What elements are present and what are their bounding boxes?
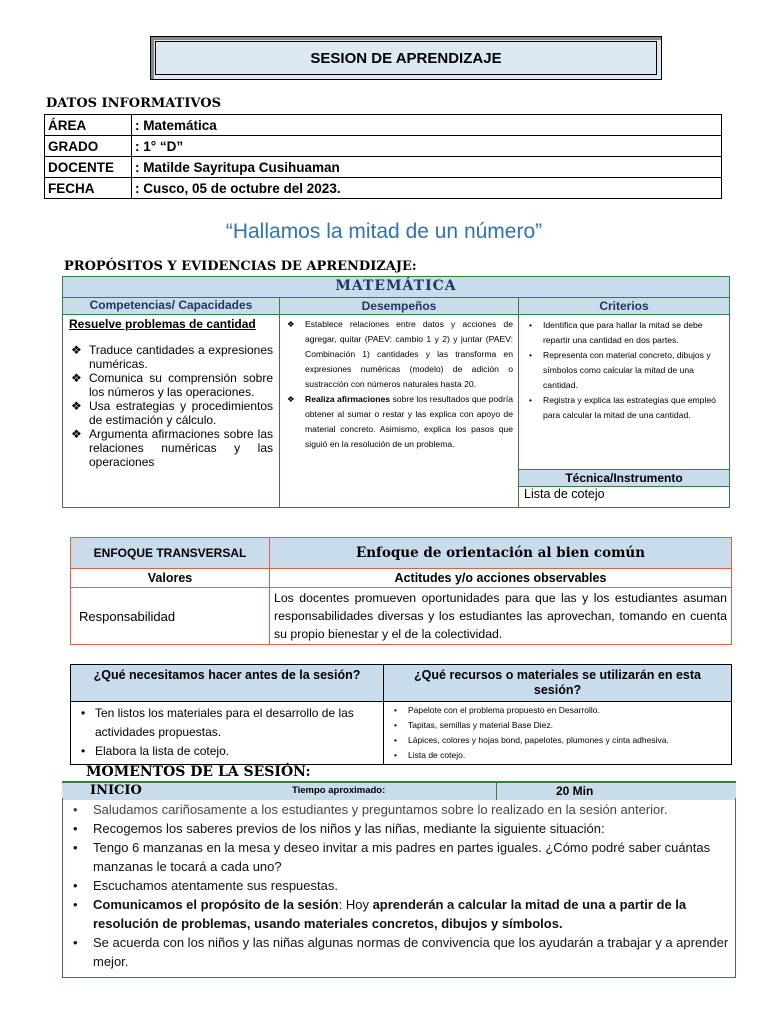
competencias-cell <box>63 315 280 508</box>
proposito-b: : Hoy <box>338 897 373 912</box>
actitudes-label: Actitudes y/o acciones observables <box>270 569 732 588</box>
datos-value: : Matilde Sayritupa Cusihuaman <box>132 157 722 178</box>
inicio-item: • Tengo 6 manzanas en la mesa y deseo invitar a mis padres en partes iguales. ¿Cómo podré saber cuántas manzanas le tocará a cada uno? <box>93 838 735 876</box>
capacidad-item: ❖ Comunica su comprensión sobre los números y las operaciones. <box>89 371 273 399</box>
competencia-title: Resuelve problemas de cantidad <box>69 317 256 331</box>
capacidad-item: ❖ Usa estrategias y procedimientos de estimación y cálculo. <box>89 399 273 427</box>
desempenos-cell <box>280 315 519 508</box>
datos-heading: DATOS INFORMATIVOS <box>46 96 221 111</box>
datos-key: ÁREA <box>45 115 132 136</box>
valores-label: Valores <box>71 569 270 588</box>
datos-key: FECHA <box>45 178 132 199</box>
tiempo-label: Tiempo aproximado: <box>292 785 386 796</box>
recurso-item: • Lista de cotejo. <box>408 748 725 763</box>
capacidad-item: ❖ Traduce cantidades a expresiones numéricas. <box>89 343 273 371</box>
capacidad-item: ❖ Argumenta afirmaciones sobre las relaciones numéricas y las operaciones <box>89 427 273 469</box>
criterio-item: • Identifica que para hallar la mitad se debe repartir una cantidad en dos partes. <box>543 318 723 348</box>
inicio-item: • Recogemos los saberes previos de los niños y las niñas, mediante la siguiente situación: <box>93 819 735 838</box>
inicio-item: • Saludamos cariñosamente a los estudiantes y preguntamos sobre lo realizado en la sesión anterior. <box>93 800 735 819</box>
proposito-c: aprenderán a calcular la mitad de una a partir de la resolución de problemas, usando materiales concretos, dibujos y símbolos. <box>93 897 687 931</box>
q-recursos: ¿Qué recursos o materiales se utilizarán en esta sesión? <box>384 665 732 702</box>
tiempo-value: 20 Min <box>556 784 594 798</box>
criterios-cell <box>519 315 730 470</box>
enfoque-name: Enfoque de orientación al bien común <box>270 538 732 569</box>
datos-row <box>45 115 722 136</box>
antes-cell <box>71 702 384 765</box>
recurso-item: • Papelote con el problema propuesto en Desarrollo. <box>408 703 725 718</box>
session-title: “Hallamos la mitad de un número” <box>225 220 543 243</box>
datos-table <box>44 114 722 199</box>
datos-key: DOCENTE <box>45 157 132 178</box>
datos-row <box>45 136 722 157</box>
area-header: MATEMÁTICA <box>63 277 730 298</box>
proposito-a: Comunicamos el propósito de la sesión <box>93 897 339 912</box>
inicio-item: • Se acuerda con los niños y las niñas algunas normas de convivencia que los ayudarán a trabajar y a aprender mejor. <box>93 933 735 971</box>
inicio-box <box>62 798 736 978</box>
propositos-heading: PROPÓSITOS Y EVIDENCIAS DE APRENDIZAJE: <box>64 259 417 274</box>
recurso-item: • Lápices, colores y hojas bond, papelotes, plumones y cinta adhesiva. <box>408 733 725 748</box>
inicio-label: INICIO <box>90 783 142 798</box>
page-title: SESION DE APRENDIZAJE <box>155 41 657 75</box>
tecnica-value: Lista de cotejo <box>519 487 730 508</box>
enfoque-table <box>70 537 732 645</box>
inicio-item <box>93 895 735 933</box>
tecnica-label: Técnica/Instrumento <box>519 470 730 487</box>
datos-value: : Cusco, 05 de octubre del 2023. <box>132 178 722 199</box>
recursos-cell <box>384 702 732 765</box>
recurso-item: • Tapitas, semillas y material Base Diez. <box>408 718 725 733</box>
q-antes: ¿Qué necesitamos hacer antes de la sesión? <box>71 665 384 702</box>
desempeno-bold: Realiza afirmaciones <box>305 394 391 404</box>
datos-key: GRADO <box>45 136 132 157</box>
col-header-desempenos: Desempeños <box>280 298 519 315</box>
inicio-item: • Escuchamos atentamente sus respuestas. <box>93 876 735 895</box>
antes-item: • Ten listos los materiales para el desarrollo de las actividades propuestas. <box>95 704 377 742</box>
antes-item: • Elabora la lista de cotejo. <box>95 742 377 761</box>
enfoque-label: ENFOQUE TRANSVERSAL <box>71 538 270 569</box>
datos-value: : Matemática <box>132 115 722 136</box>
desempeno-item: ❖ Establece relaciones entre datos y acciones de agregar, quitar (PAEV: cambio 1 y 2) y juntar (PAEV: Combinación 1) cantidades y las transforma en expresiones numéricas (modelo) de adición o sustracción con números naturales hasta 20. <box>305 317 513 392</box>
preparacion-table <box>70 664 732 765</box>
title-box <box>150 36 662 80</box>
datos-row <box>45 178 722 199</box>
col-header-competencias: Competencias/ Capacidades <box>63 298 280 315</box>
propositos-table <box>62 276 730 508</box>
datos-value: : 1° “D” <box>132 136 722 157</box>
valor-value: Responsabilidad <box>71 588 270 645</box>
datos-row <box>45 157 722 178</box>
momentos-heading: MOMENTOS DE LA SESIÓN: <box>86 764 311 780</box>
criterio-item: • Representa con material concreto, dibujos y símbolos como calcular la mitad de una cantidad. <box>543 348 723 393</box>
col-header-criterios: Criterios <box>519 298 730 315</box>
desempeno-rest: sobre los resultados que podría obtener al sumar o restar y las explica con apoyo de material concreto. Asimismo, explica los pasos que siguió en la resolución de un problema. <box>305 394 513 449</box>
criterio-item: • Registra y explica las estrategias que empleó para calcular la mitad de una cantidad. <box>543 393 723 423</box>
desempeno-item <box>305 392 513 452</box>
actitud-value: Los docentes promueven oportunidades para que las y los estudiantes asuman responsabilidades diversas y los estudiantes las aprovechan, tomando en cuenta su propio bienestar y el de la colectividad. <box>270 588 732 645</box>
